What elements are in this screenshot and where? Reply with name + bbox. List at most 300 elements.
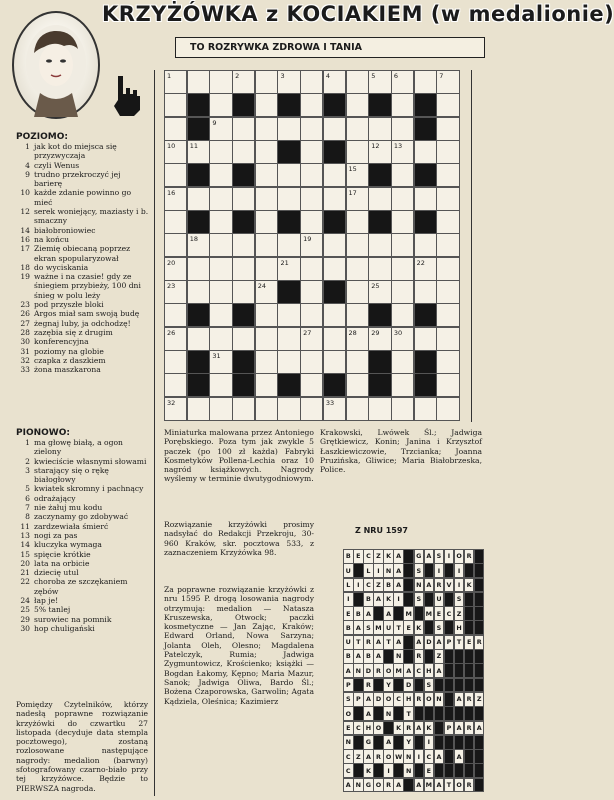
solution-cell: A [414, 778, 425, 793]
clue-text: 5% tanlej [34, 605, 71, 615]
crossword-cell[interactable] [414, 280, 437, 304]
crossword-cell[interactable] [209, 397, 232, 421]
previous-solution-grid [343, 549, 484, 792]
solution-cell: U [383, 620, 394, 635]
crossword-cell[interactable] [368, 280, 391, 304]
article-solutions-address: Rozwiązanie krzyżówki prosimy nadsyłać do Redakcji Przekroju, 30-960 Kraków, skr. pocztowa 533, z zaznaczeniem Krzyżówka 98. [164, 520, 314, 557]
crossword-cell[interactable] [164, 93, 187, 117]
solution-cell: T [444, 778, 455, 793]
solution-cell: R [403, 721, 414, 736]
solution-cell [444, 620, 455, 635]
solution-cell: L [343, 578, 354, 593]
crossword-cell[interactable] [277, 233, 300, 257]
crossword-cell[interactable] [414, 140, 437, 164]
solution-cell [464, 763, 475, 778]
crossword-cell[interactable] [164, 210, 187, 234]
crossword-cell[interactable] [255, 327, 278, 351]
crossword-cell[interactable] [346, 373, 369, 397]
crossword-cell[interactable] [255, 373, 278, 397]
crossword-cell[interactable] [164, 327, 187, 351]
solution-cell: S [363, 620, 374, 635]
crossword-cell[interactable] [414, 350, 437, 374]
crossword-cell[interactable] [323, 187, 346, 211]
crossword-cell[interactable] [232, 140, 255, 164]
solution-cell: R [464, 778, 475, 793]
crossword-cell[interactable] [164, 70, 187, 94]
crossword-cell[interactable] [414, 303, 437, 327]
solution-cell: R [474, 635, 485, 650]
crossword-cell[interactable] [164, 373, 187, 397]
crossword-cell[interactable] [323, 327, 346, 351]
crossword-cell[interactable] [368, 257, 391, 281]
solution-cell: R [414, 649, 425, 664]
crossword-cell[interactable] [346, 140, 369, 164]
crossword-cell[interactable] [323, 280, 346, 304]
crossword-cell[interactable] [209, 187, 232, 211]
crossword-cell[interactable] [255, 163, 278, 187]
crossword-cell[interactable] [414, 117, 437, 141]
crossword-cell[interactable] [277, 187, 300, 211]
crossword-cell[interactable] [300, 233, 323, 257]
crossword-cell[interactable] [277, 350, 300, 374]
crossword-cell[interactable] [300, 163, 323, 187]
crossword-cell[interactable] [164, 350, 187, 374]
crossword-cell[interactable] [232, 210, 255, 234]
crossword-cell[interactable] [277, 327, 300, 351]
solution-cell: N [383, 706, 394, 721]
crossword-cell[interactable] [368, 163, 391, 187]
crossword-cell[interactable] [164, 303, 187, 327]
solution-cell: I [373, 563, 384, 578]
crossword-cell[interactable] [209, 140, 232, 164]
solution-cell: P [444, 721, 455, 736]
crossword-cell[interactable] [368, 117, 391, 141]
solution-cell [444, 735, 455, 750]
crossword-cell[interactable] [300, 280, 323, 304]
clue-number: 15 [20, 549, 30, 559]
crossword-cell[interactable] [209, 327, 232, 351]
crossword-cell[interactable] [323, 117, 346, 141]
clue-number: 1 [25, 142, 30, 151]
solution-cell: C [414, 663, 425, 678]
clue-text: choroba ze szczękaniem zębów [34, 577, 128, 596]
crossword-cell[interactable] [255, 117, 278, 141]
crossword-cell[interactable] [436, 117, 459, 141]
solution-cell: A [454, 721, 465, 736]
crossword-cell[interactable] [436, 257, 459, 281]
solution-cell: M [424, 778, 435, 793]
crossword-cell[interactable] [346, 70, 369, 94]
solution-cell [464, 649, 475, 664]
solution-cell [464, 592, 475, 607]
crossword-cell[interactable] [209, 373, 232, 397]
solution-cell: D [424, 635, 435, 650]
crossword-cell[interactable] [255, 280, 278, 304]
crossword-cell[interactable] [300, 187, 323, 211]
solution-cell [403, 778, 414, 793]
crossword-cell[interactable] [187, 373, 210, 397]
crossword-cell[interactable] [368, 397, 391, 421]
solution-cell: M [393, 663, 404, 678]
crossword-cell[interactable] [346, 117, 369, 141]
crossword-cell[interactable] [346, 397, 369, 421]
crossword-cell[interactable] [277, 163, 300, 187]
crossword-cell[interactable] [209, 280, 232, 304]
crossword-cell[interactable] [368, 373, 391, 397]
crossword-cell[interactable] [209, 303, 232, 327]
crossword-cell[interactable] [232, 163, 255, 187]
solution-cell: A [383, 735, 394, 750]
crossword-cell[interactable] [436, 163, 459, 187]
crossword-cell[interactable] [232, 233, 255, 257]
crossword-cell[interactable] [187, 70, 210, 94]
solution-cell: T [383, 635, 394, 650]
crossword-cell[interactable] [346, 303, 369, 327]
clue-number: 14 [20, 225, 30, 235]
clue-number: 29 [20, 614, 30, 624]
solution-cell: K [393, 721, 404, 736]
crossword-cell[interactable] [391, 257, 414, 281]
clue-item [16, 161, 150, 170]
crossword-cell[interactable] [436, 210, 459, 234]
crossword-cell[interactable] [368, 233, 391, 257]
crossword-cell[interactable] [368, 327, 391, 351]
solution-cell: B [343, 549, 354, 564]
crossword-cell[interactable] [323, 210, 346, 234]
solution-cell: O [383, 692, 394, 707]
crossword-cell[interactable] [209, 350, 232, 374]
solution-cell: S [343, 692, 354, 707]
crossword-cell[interactable] [300, 257, 323, 281]
solution-cell: O [343, 706, 354, 721]
cell-number: 16 [167, 188, 176, 197]
crossword-cell[interactable] [300, 93, 323, 117]
crossword-cell[interactable] [391, 373, 414, 397]
crossword-cell[interactable] [277, 373, 300, 397]
crossword-cell[interactable] [300, 140, 323, 164]
solution-cell: I [414, 749, 425, 764]
crossword-cell[interactable] [255, 233, 278, 257]
crossword-cell[interactable] [277, 280, 300, 304]
crossword-cell[interactable] [414, 187, 437, 211]
crossword-cell[interactable] [368, 303, 391, 327]
crossword-cell[interactable] [187, 397, 210, 421]
crossword-cell[interactable] [414, 397, 437, 421]
solution-cell: C [393, 692, 404, 707]
crossword-cell[interactable] [414, 373, 437, 397]
crossword-cell[interactable] [209, 163, 232, 187]
crossword-cell[interactable] [209, 93, 232, 117]
crossword-cell[interactable] [368, 210, 391, 234]
clue-item [16, 484, 150, 493]
crossword-cell[interactable] [209, 210, 232, 234]
crossword-cell[interactable] [323, 140, 346, 164]
crossword-cell[interactable] [164, 163, 187, 187]
crossword-cell[interactable] [346, 163, 369, 187]
crossword-cell[interactable] [323, 93, 346, 117]
crossword-cell[interactable] [346, 233, 369, 257]
article-previous-winners: Za poprawne rozwiązanie krzyżówki z nru 1595 P. drogą losowania nagrody otrzymują: medalion — Natasza Kruszewska, Otwock; paczki kosmetyczne — Jan Zając, Kraków; Edward Orland, Nowa Sarzyna; Jolanta Oleh, Olesno; Magdalena Patelczyk, Rumia; Jadwiga Zygmuntowicz, Krościenko; książki — Bogdan Łakomy, Kępno; Maria Mazur, Sanok; Jadwiga Oliwa, Bardo Śl.; Bożena Czaporowska, Garwolin; Agata Kądziela, Oleśnica; Kazimierz [164, 585, 314, 706]
crossword-cell[interactable] [436, 303, 459, 327]
crossword-cell[interactable] [436, 280, 459, 304]
crossword-cell[interactable] [232, 350, 255, 374]
crossword-cell[interactable] [346, 280, 369, 304]
crossword-cell[interactable] [414, 233, 437, 257]
crossword-cell[interactable] [323, 373, 346, 397]
crossword-cell[interactable] [436, 327, 459, 351]
crossword-cell[interactable] [300, 397, 323, 421]
clue-item [16, 615, 150, 624]
solution-cell [403, 578, 414, 593]
crossword-cell[interactable] [323, 163, 346, 187]
solution-cell [464, 620, 475, 635]
crossword-cell[interactable] [323, 303, 346, 327]
crossword-cell[interactable] [187, 93, 210, 117]
crossword-cell[interactable] [255, 140, 278, 164]
crossword-cell[interactable] [436, 93, 459, 117]
solution-cell: C [444, 606, 455, 621]
crossword-cell[interactable] [346, 350, 369, 374]
solution-cell: P [444, 635, 455, 650]
crossword-cell[interactable] [391, 93, 414, 117]
solution-cell [393, 678, 404, 693]
crossword-cell[interactable] [187, 117, 210, 141]
clue-item [16, 356, 150, 365]
crossword-cell[interactable] [164, 187, 187, 211]
crossword-cell[interactable] [414, 70, 437, 94]
crossword-cell[interactable] [232, 93, 255, 117]
crossword-cell[interactable] [391, 280, 414, 304]
crossword-cell[interactable] [300, 350, 323, 374]
cell-number: 32 [167, 398, 176, 407]
solution-cell [474, 563, 485, 578]
crossword-cell[interactable] [323, 257, 346, 281]
subtitle-box [175, 37, 485, 58]
crossword-cell[interactable] [187, 257, 210, 281]
crossword-cell[interactable] [436, 140, 459, 164]
crossword-cell[interactable] [391, 233, 414, 257]
crossword-cell[interactable] [391, 303, 414, 327]
solution-cell [474, 706, 485, 721]
crossword-cell[interactable] [414, 257, 437, 281]
crossword-cell[interactable] [255, 350, 278, 374]
crossword-cell[interactable] [391, 327, 414, 351]
crossword-cell[interactable] [255, 303, 278, 327]
solution-cell: A [454, 749, 465, 764]
crossword-cell[interactable] [436, 233, 459, 257]
cell-number: 10 [167, 142, 176, 150]
cell-number: 7 [439, 72, 444, 80]
crossword-cell[interactable] [164, 257, 187, 281]
crossword-cell[interactable] [391, 70, 414, 94]
crossword-cell[interactable] [164, 140, 187, 164]
clue-item [16, 457, 150, 466]
solution-cell: I [454, 578, 465, 593]
crossword-cell[interactable] [300, 303, 323, 327]
solution-cell: V [444, 578, 455, 593]
crossword-cell[interactable] [323, 70, 346, 94]
solution-cell: P [353, 692, 364, 707]
clue-item [16, 577, 150, 596]
crossword-cell[interactable] [255, 93, 278, 117]
crossword-cell[interactable] [368, 93, 391, 117]
clue-item [16, 272, 150, 300]
crossword-cell[interactable] [164, 397, 187, 421]
solution-cell: Y [403, 735, 414, 750]
crossword-cell[interactable] [391, 140, 414, 164]
solution-cell: N [434, 692, 445, 707]
crossword-cell[interactable] [414, 327, 437, 351]
clue-text: zardzewiała śmierć [34, 521, 109, 531]
crossword-cell[interactable] [232, 327, 255, 351]
crossword-cell[interactable] [277, 257, 300, 281]
crossword-cell[interactable] [232, 303, 255, 327]
crossword-cell[interactable] [255, 210, 278, 234]
clue-number: 31 [20, 346, 30, 356]
solution-cell [474, 578, 485, 593]
solution-cell [393, 763, 404, 778]
crossword-cell[interactable] [209, 257, 232, 281]
poziomo-heading: POZIOMO: [16, 132, 68, 142]
crossword-cell[interactable] [414, 163, 437, 187]
crossword-cell[interactable] [346, 187, 369, 211]
clue-number: 17 [20, 244, 30, 254]
solution-cell: N [343, 735, 354, 750]
crossword-cell[interactable] [187, 187, 210, 211]
solution-cell: A [393, 563, 404, 578]
solution-cell [373, 763, 384, 778]
clue-number: 24 [20, 596, 30, 606]
solution-cell: K [363, 763, 374, 778]
crossword-cell[interactable] [277, 303, 300, 327]
crossword-cell[interactable] [323, 397, 346, 421]
crossword-cell[interactable] [436, 187, 459, 211]
crossword-cell[interactable] [277, 70, 300, 94]
solution-cell: A [454, 692, 465, 707]
crossword-cell[interactable] [300, 70, 323, 94]
crossword-cell[interactable] [391, 397, 414, 421]
crossword-cell[interactable] [300, 210, 323, 234]
solution-cell: P [343, 678, 354, 693]
crossword-cell[interactable] [255, 70, 278, 94]
solution-cell: A [414, 721, 425, 736]
crossword-cell[interactable] [391, 187, 414, 211]
crossword-cell[interactable] [209, 70, 232, 94]
crossword-cell[interactable] [346, 93, 369, 117]
cell-number: 3 [280, 72, 285, 80]
crossword-cell[interactable] [300, 327, 323, 351]
crossword-cell[interactable] [232, 373, 255, 397]
crossword-cell[interactable] [277, 117, 300, 141]
solution-cell: G [414, 549, 425, 564]
crossword-cell[interactable] [368, 70, 391, 94]
clue-text: nogi za pas [34, 530, 78, 540]
crossword-cell[interactable] [232, 397, 255, 421]
crossword-cell[interactable] [232, 257, 255, 281]
crossword-cell[interactable] [187, 303, 210, 327]
clue-text: starający się o rękę białogłowy [34, 465, 109, 485]
crossword-cell[interactable] [391, 117, 414, 141]
crossword-cell[interactable] [187, 350, 210, 374]
crossword-cell[interactable] [323, 350, 346, 374]
crossword-cell[interactable] [414, 210, 437, 234]
crossword-cell[interactable] [209, 233, 232, 257]
crossword-cell[interactable] [232, 117, 255, 141]
solution-cell: Z [373, 578, 384, 593]
crossword-cell[interactable] [187, 327, 210, 351]
crossword-cell[interactable] [255, 397, 278, 421]
solution-cell [393, 706, 404, 721]
crossword-cell[interactable] [277, 93, 300, 117]
clue-item [16, 559, 150, 568]
crossword-cell[interactable] [346, 257, 369, 281]
crossword-cell[interactable] [232, 280, 255, 304]
crossword-cell[interactable] [368, 350, 391, 374]
crossword-cell[interactable] [187, 233, 210, 257]
solution-cell [383, 649, 394, 664]
crossword-cell[interactable] [187, 280, 210, 304]
solution-cell: A [474, 721, 485, 736]
solution-cell: A [363, 706, 374, 721]
solution-cell: A [353, 649, 364, 664]
crossword-cell[interactable] [436, 350, 459, 374]
crossword-cell[interactable] [187, 140, 210, 164]
crossword-cell[interactable] [164, 233, 187, 257]
crossword-cell[interactable] [346, 210, 369, 234]
crossword-cell[interactable] [277, 210, 300, 234]
solution-cell [464, 563, 475, 578]
crossword-cell[interactable] [187, 210, 210, 234]
crossword-cell[interactable] [436, 70, 459, 94]
crossword-cell[interactable] [277, 140, 300, 164]
solution-cell [414, 678, 425, 693]
crossword-cell[interactable] [391, 350, 414, 374]
clue-item [16, 235, 150, 244]
solution-cell: A [434, 635, 445, 650]
crossword-cell[interactable] [436, 373, 459, 397]
crossword-cell[interactable] [368, 140, 391, 164]
crossword-cell[interactable] [187, 163, 210, 187]
crossword-cell[interactable] [391, 210, 414, 234]
crossword-cell[interactable] [232, 187, 255, 211]
crossword-cell[interactable] [414, 93, 437, 117]
crossword-cell[interactable] [255, 257, 278, 281]
clue-item [16, 503, 150, 512]
crossword-cell[interactable] [164, 280, 187, 304]
clue-item [16, 531, 150, 540]
crossword-cell[interactable] [346, 327, 369, 351]
crossword-cell[interactable] [277, 397, 300, 421]
crossword-cell[interactable] [300, 117, 323, 141]
crossword-cell[interactable] [255, 187, 278, 211]
solution-cell: T [454, 635, 465, 650]
clue-item [16, 263, 150, 272]
crossword-cell[interactable] [300, 373, 323, 397]
crossword-cell[interactable] [436, 397, 459, 421]
crossword-cell[interactable] [323, 233, 346, 257]
clue-item [16, 337, 150, 346]
crossword-cell[interactable] [391, 163, 414, 187]
crossword-cell[interactable] [368, 187, 391, 211]
solution-cell [474, 763, 485, 778]
solution-cell: A [403, 663, 414, 678]
solution-cell [444, 563, 455, 578]
solution-cell [464, 749, 475, 764]
crossword-cell[interactable] [232, 70, 255, 94]
crossword-cell[interactable] [209, 117, 232, 141]
cell-number: 20 [167, 258, 176, 267]
crossword-cell[interactable] [164, 117, 187, 141]
